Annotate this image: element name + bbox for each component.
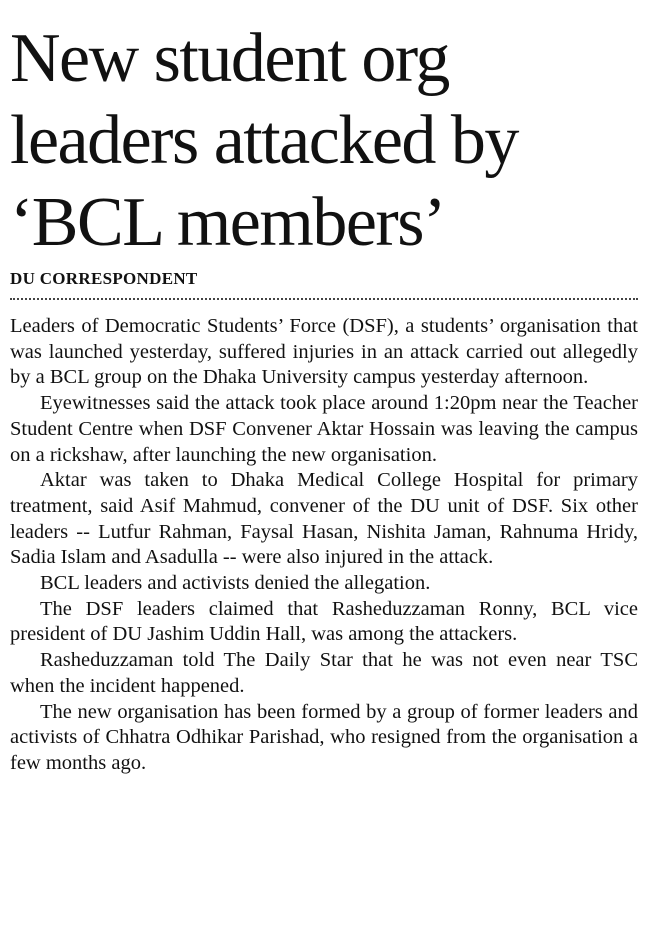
- paragraph: The new organisation has been formed by a group of former leaders and activists of Chhatra Odhikar Parishad, who resigned from the organisation a few months ago.: [10, 700, 638, 774]
- headline-line: leaders attacked by: [10, 102, 518, 179]
- paragraph: Rasheduzzaman told The Daily Star that he was not even near TSC when the incident happened.: [10, 649, 638, 697]
- paragraph: BCL leaders and activists denied the allegation.: [40, 572, 431, 595]
- paragraph: Aktar was taken to Dhaka Medical College Hospital for primary treatment, said Asif Mahmud, convener of the DU unit of DSF. Six other leaders -- Lutfur Rahman, Faysal Hasan, Nishita Jaman, Rahnuma Hridy, Sadia Islam and Asadulla -- were also injured in the attack.: [10, 469, 638, 569]
- article-body: [10, 314, 638, 777]
- paragraph: The DSF leaders claimed that Rasheduzzaman Ronny, BCL vice president of DU Jashim Uddin Hall, was among the attackers.: [10, 597, 638, 646]
- dotted-divider: [10, 298, 638, 300]
- headline: [10, 18, 638, 264]
- paragraph: Leaders of Democratic Students’ Force (DSF), a students’ organisation that was launched yesterday, suffered injuries in an attack carried out allegedly by a BCL group on the Dhaka University campus yesterday afternoon.: [10, 315, 638, 389]
- news-article: [10, 18, 638, 777]
- paragraph: Eyewitnesses said the attack took place around 1:20pm near the Teacher Student Centre when DSF Convener Aktar Hossain was leaving the campus on a rickshaw, after launching the new organisation.: [10, 392, 638, 466]
- byline: DU CORRESPONDENT: [10, 269, 198, 288]
- headline-line: New student org: [10, 20, 449, 97]
- headline-line: ‘BCL members’: [10, 184, 445, 261]
